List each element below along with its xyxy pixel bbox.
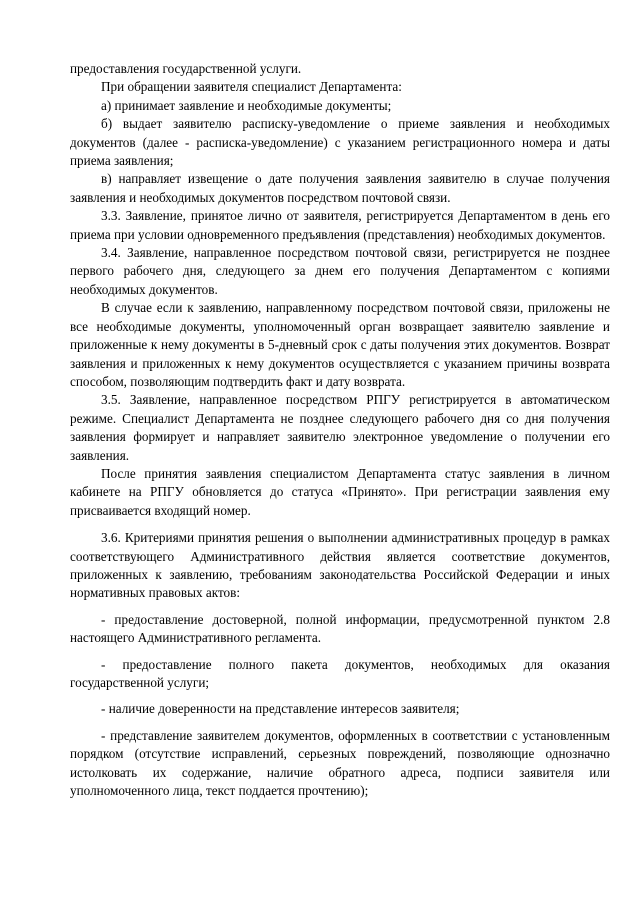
paragraph-3-5: 3.5. Заявление, направленное посредством РПГУ регистрируется в автоматическом режиме. Специалист Департамента не позднее следующего рабочего дня со дня получения заявления формирует и направляет заявителю электронное уведомление о получении его заявления. [70, 392, 610, 463]
paragraph-status-update: После принятия заявления специалистом Департамента статус заявления в личном кабинете на РПГУ обновляется до статуса «Принято». При регистрации заявления ему присваивается входящий номер. [70, 465, 610, 518]
paragraph-item-a: а) принимает заявление и необходимые документы; [101, 97, 392, 113]
paragraph-3-4: 3.4. Заявление, направленное посредством почтовой связи, регистрируется не позднее первого рабочего дня, следующего за днем его получения Департаментом с копиями необходимых документов. [70, 245, 610, 297]
paragraph-3-3: 3.3. Заявление, принятое лично от заявителя, регистрируется Департаментом в день его приема при условии одновременного предъявления (представления) необходимых документов. [70, 208, 610, 242]
list-item-proxy: - наличие доверенности на представление интересов заявителя; [101, 701, 460, 717]
paragraph-3-6: 3.6. Критериями принятия решения о выполнении административных процедур в рамках соответствующего Административного действия является соответствие документов, приложенных к заявлению, требованиям законодательства Российской Федерации и иных нормативных правовых актов: [70, 530, 610, 601]
list-item-documents: - представление заявителем документов, оформленных в соответствии с установленным порядком (отсутствие исправлений, серьезных повреждений, позволяющие однозначно истолковать их содержание, наличие обратного адреса, подписи заявителя или уполномоченного лица, текст поддается прочтению); [70, 727, 610, 799]
list-item-info: - предоставление достоверной, полной информации, предусмотренной пунктом 2.8 настоящего Административного регламента. [70, 611, 610, 646]
paragraph-return-case: В случае если к заявлению, направленному посредством почтовой связи, приложены не все необходимые документы, уполномоченный орган возвращает заявителю заявление и приложенные к нему документы в 5-дневный срок с даты получения этих документов. Возврат заявления и приложенных к нему документов осуществляется с указанием причины возврата способом, позволяющим подтвердить факт и дату возврата. [70, 300, 610, 389]
paragraph-continuation: предоставления государственной услуги. [70, 61, 302, 76]
list-item-package: - предоставление полного пакета документов, необходимых для оказания государственной услуги; [70, 656, 610, 690]
paragraph-intro-specialist: При обращении заявителя специалист Департамента: [101, 79, 402, 95]
paragraph-item-b: б) выдает заявителю расписку-уведомление о приеме заявления и необходимых документов (далее - расписка-уведомление) с указанием регистрационного номера и даты приема заявления; [70, 116, 610, 169]
paragraph-item-v: в) направляет извещение о дате получения заявления заявителю в случае получения заявления и необходимых документов посредством почтовой связи. [70, 171, 610, 205]
